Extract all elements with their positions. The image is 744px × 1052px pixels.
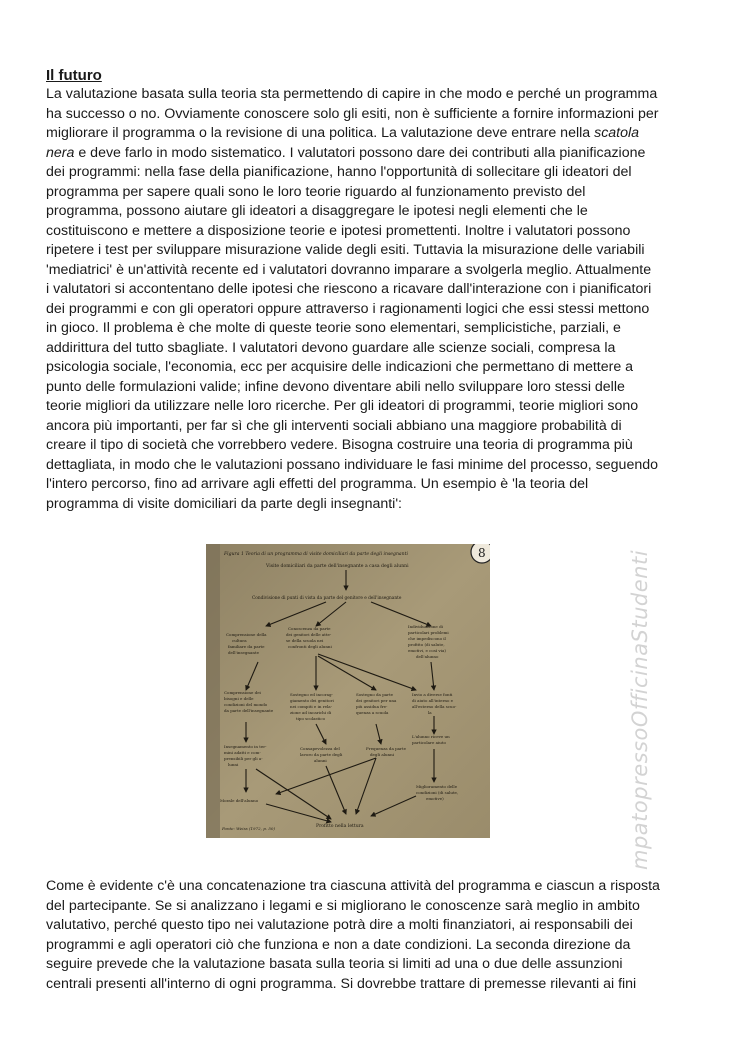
page-number-badge: [471, 544, 490, 563]
svg-text:se della scuola nei: se della scuola nei: [286, 638, 324, 643]
svg-text:Insegnamento in ter-: Insegnamento in ter-: [224, 744, 267, 749]
svg-text:Morale dell'alunno: Morale dell'alunno: [220, 798, 259, 803]
svg-text:condizioni del mondo: condizioni del mondo: [224, 702, 268, 707]
svg-text:Invio a diverse fonti: Invio a diverse fonti: [412, 692, 453, 697]
node-shared-views: Condivisione di punti di vista da parte del genitore e dell'insegnante: [252, 596, 402, 601]
svg-text:da parte dell'insegnante: da parte dell'insegnante: [224, 708, 274, 713]
svg-text:dell'insegnante: dell'insegnante: [228, 650, 259, 655]
watermark: [622, 540, 662, 870]
node-home-visits: Visite domiciliari da parte dell'insegnante a casa degli alunni: [266, 564, 409, 569]
svg-text:profitto (di salute,: profitto (di salute,: [408, 642, 445, 647]
svg-text:Frequenza da parte: Frequenza da parte: [366, 746, 406, 751]
svg-text:bisogni e delle: bisogni e delle: [224, 696, 254, 701]
svg-text:Sostegno ed incorag-: Sostegno ed incorag-: [290, 692, 333, 697]
svg-text:Comprensione della: Comprensione della: [226, 632, 267, 637]
text-line: punto delle formulazioni valide; infine devono diventare abili nello sviluppare loro stessi delle: [46, 378, 625, 395]
svg-text:che impediscono il: che impediscono il: [408, 636, 446, 641]
svg-text:condizioni (di salute,: condizioni (di salute,: [416, 790, 459, 795]
svg-text:lunni: lunni: [228, 762, 239, 767]
text-line: del partecipante. Se si analizzano i legami e si migliorano le conoscenze sarà meglio in ambito: [46, 897, 640, 914]
text-line: costituiscono e mettere a disposizione teorie e ipotesi promettenti. Inoltre i valutatori possono: [46, 222, 631, 239]
svg-text:Sostegno da parte: Sostegno da parte: [356, 692, 394, 697]
text-line: addirittura del tutto sbagliate. I valutatori devono guardare alle scienze sociali, compresa la: [46, 339, 616, 356]
section-heading: Il futuro: [46, 67, 102, 84]
figure-source: Fonte: Weiss (1972, p. 50): [222, 826, 275, 831]
paragraph-conclusion: [46, 877, 702, 994]
text-line: ripetere i test per sviluppare misurazione valide degli esiti. Tuttavia la misurazione delle variabili: [46, 242, 645, 258]
text-line: psicologia sociale, l'economia, ecc per acquisire delle indicazioni che permettano di mettere a: [46, 359, 634, 375]
text-line: in gioco. Il problema è che molte di queste teorie sono elementari, semplicistiche, parziali, e: [46, 320, 621, 336]
text-line: dei programmi e con gli operatori oppure attraverso i ragionamenti logici che essi stessi mettono: [46, 300, 650, 317]
svg-text:particolari problemi: particolari problemi: [408, 630, 449, 635]
text-line: 'mediatrici' è un'attività recente ed i valutatori dovranno imparare a svolgerla meglio. Attualmente: [46, 261, 652, 278]
svg-text:all'esterno della scuo-: all'esterno della scuo-: [412, 704, 457, 709]
text-line: ancora più importanti, per far sì che gli interventi sociali abbiano una maggiore probabilità di: [46, 417, 622, 434]
figure-caption: Figura 1 Teoria di un programma di visite domiciliari da parte degli insegnanti: [224, 552, 408, 557]
text-line: l'intero percorso, fino ad arrivare agli effetti del programma. Un esempio è 'la teoria del: [46, 476, 589, 492]
text-line: dettagliata, in modo che le valutazioni possano individuare le fasi minime del processo, seguendo: [46, 456, 659, 473]
text-line: programma di visite domiciliari da parte degli insegnanti':: [46, 495, 402, 512]
text-line: valutativo, perché questo tipo nei valutazione potrà dire a molti finanziatori, ai responsabili dei: [46, 917, 633, 933]
svg-text:tipo scolastico: tipo scolastico: [296, 716, 326, 721]
node-reading-achievement: Profitto nella lettura: [316, 824, 364, 829]
text-fragment: e deve farlo in modo sistematico. I valutatori possono dare dei contributi alla pianificazione: [74, 144, 646, 161]
text-line: centrali presenti all'interno di ogni programma. Si dovrebbe trattare di premesse rilevanti ai fini: [46, 975, 637, 992]
svg-text:dei genitori delle atte-: dei genitori delle atte-: [286, 632, 332, 637]
svg-text:L'alunno riceve un: L'alunno riceve un: [412, 734, 450, 739]
paragraph-intro: [46, 85, 702, 514]
svg-text:emotivi, e così via): emotivi, e così via): [408, 648, 446, 653]
program-theory-figure-photo: [206, 544, 490, 838]
svg-text:confronti degli alunni: confronti degli alunni: [288, 644, 332, 649]
text-line: programma, possono aiutare gli ideatori a disaggregare le ipotesi negli elementi che le: [46, 203, 588, 219]
text-line: programma per sapere quali sono le loro teorie riguardo al funzionamento previsto del: [46, 183, 586, 200]
text-line: programmi e agli operatori ciò che funziona e non a date condizioni. La seconda direzione da: [46, 936, 631, 953]
svg-text:giamento dei genitori: giamento dei genitori: [290, 698, 334, 703]
text-fragment: migliorare il programma o la revisione di una politica. La valutazione deve entrare nella: [46, 125, 595, 141]
svg-text:nei compiti e in rela-: nei compiti e in rela-: [290, 704, 332, 709]
svg-text:quenza a scuola: quenza a scuola: [356, 710, 389, 715]
svg-text:mini adatti e com-: mini adatti e com-: [224, 750, 261, 755]
text-line: i valutatori si accontentano delle ipotesi che riescono a ricavare dall'interazione con i pianificatori: [46, 281, 652, 297]
svg-text:più assidua fre-: più assidua fre-: [356, 704, 388, 709]
text-line: Come è evidente c'è una concatenazione tra ciascuna attività del programma e ciascun a risposta: [46, 878, 660, 894]
text-line: ha successo o no. Ovviamente conoscere solo gli esiti, non è sufficiente a fornire informazioni per: [46, 105, 659, 122]
svg-text:familiare da parte: familiare da parte: [228, 644, 265, 649]
svg-text:Individuazione di: Individuazione di: [408, 624, 443, 629]
text-line: dei programmi: nella fase della pianificazione, hanno l'opportunità di sollecitare gli ideatori del: [46, 164, 632, 180]
svg-text:Conoscenza da parte: Conoscenza da parte: [288, 626, 331, 631]
svg-text:Consapevolezza del: Consapevolezza del: [300, 746, 340, 751]
svg-text:prensibili per gli a-: prensibili per gli a-: [224, 756, 263, 761]
svg-text:cultura: cultura: [232, 638, 247, 643]
italic-term: nera: [46, 144, 75, 161]
svg-text:la: la: [428, 710, 432, 715]
svg-text:emotive): emotive): [426, 796, 444, 801]
text-line: creare il tipo di società che vorrebbero vedere. Bisogna costruire una teoria di programma più: [46, 437, 633, 453]
svg-text:particolare aiuto: particolare aiuto: [412, 740, 446, 745]
svg-text:alunni: alunni: [314, 758, 327, 763]
text-line-with-italic: [46, 124, 702, 144]
italic-term: scatola: [594, 125, 640, 141]
watermark-text: mpatopressoOfficinaStudenti: [628, 549, 652, 870]
svg-text:lavoro da parte degli: lavoro da parte degli: [300, 752, 343, 757]
text-line-with-italic: [46, 144, 702, 164]
svg-text:zione ad incarichi di: zione ad incarichi di: [290, 710, 332, 715]
text-line: seguire prevede che la valutazione basata sulla teoria si limiti ad una o due delle assunzioni: [46, 956, 623, 972]
svg-text:8: 8: [478, 546, 486, 560]
svg-text:di aiuto all'interno e: di aiuto all'interno e: [412, 698, 454, 703]
svg-text:Comprensione dei: Comprensione dei: [224, 690, 261, 695]
svg-text:dei genitori per una: dei genitori per una: [356, 698, 397, 703]
svg-text:dell'alunno: dell'alunno: [416, 654, 439, 659]
text-line: La valutazione basata sulla teoria sta permettendo di capire in che modo e perché un programma: [46, 86, 658, 102]
svg-text:degli alunni: degli alunni: [370, 752, 394, 757]
svg-text:Miglioramento delle: Miglioramento delle: [416, 784, 458, 789]
text-line: teorie migliori da utilizzare nelle loro ricerche. Per gli ideatori di programmi, teorie migliori sono: [46, 398, 639, 414]
